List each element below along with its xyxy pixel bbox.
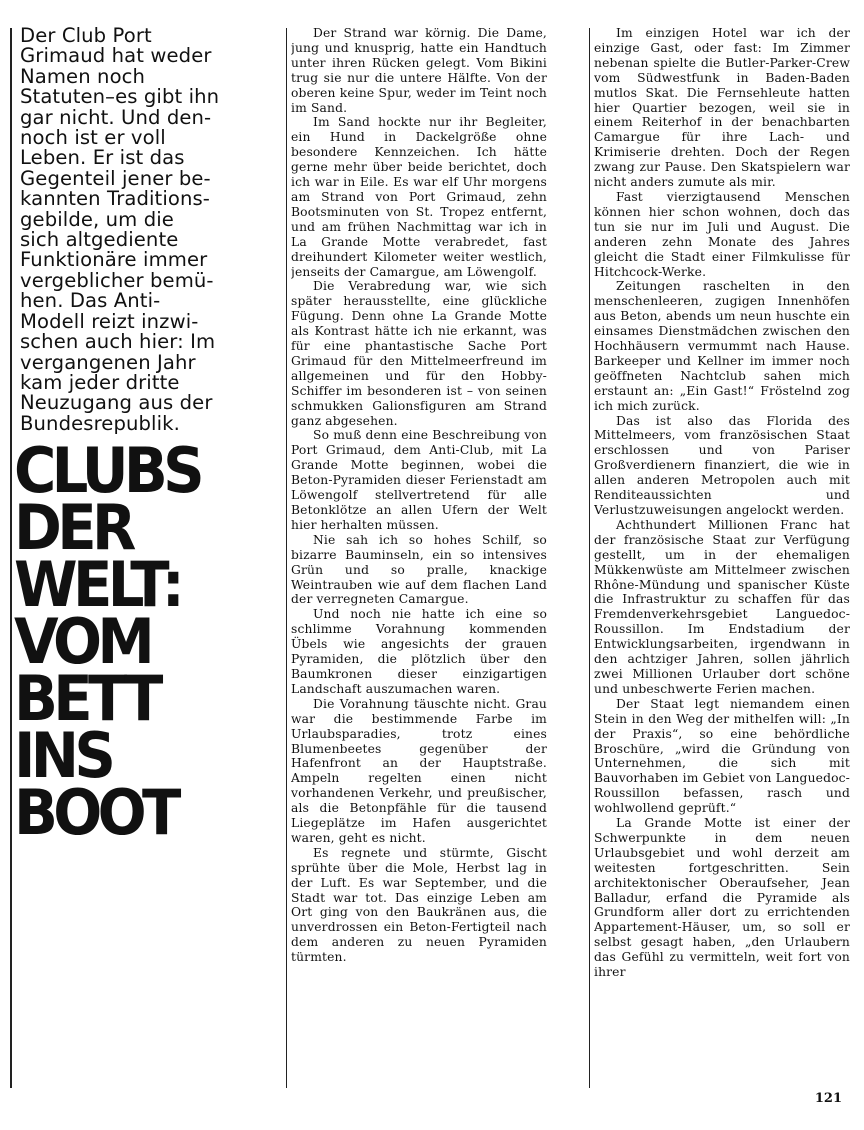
paragraph: La Grande Motte ist einer der Schwerpunkte in dem neuen Urlaubsgebiet und wohl derzeit am weitesten fortgeschritten. Sein architektonischer Oberaufseher, Jean Balladur, erfand die Pyramide als Grundform aller dort zu errichtenden Appartement-Häuser, um, so soll er selbst gesagt haben, „den Urlaubern das Gefühl zu vermitteln, weit fort von ihrer	[594, 816, 850, 980]
paragraph: Nie sah ich so hohes Schilf, so bizarre Bauminseln, ein so intensives Grün und so pralle, knackige Weintrauben wie auf dem flachen Land der verregneten Camargue.	[291, 532, 547, 607]
paragraph: Der Strand war körnig. Die Dame, jung und knusprig, hatte ein Handtuch unter ihren Rücken gelegt. Vom Bikini trug sie nur die untere Hälfte. Von der oberen keine Spur, weder im Teint noch im Sand.	[291, 26, 547, 115]
article-column-right	[594, 26, 850, 1106]
paragraph: Fast vierzigtausend Menschen können hier schon wohnen, doch das tun sie nur im Juli und August. Die anderen zehn Monate des Jahres gleicht die Stadt einer Filmkulisse für Hitchcock-Werke.	[594, 189, 850, 279]
paragraph: Das ist also das Florida des Mittelmeers, vom französischen Staat erschlossen und von Pariser Großverdienern finanziert, die wie in allen anderen Metropolen auch mit Renditeaussichten und Verlustzuweisungen angelockt werden.	[594, 413, 850, 517]
intro-text: Der Club Port Grimaud hat weder Namen noch Statuten–es gibt ihn gar nicht. Und den- noch ist er voll Leben. Er ist das Gegenteil jener be- kannten Traditions- gebilde, um die sich altgediente Funktionäre immer vergeblicher bemü- hen. Das Anti- Modell reizt inzwi- schen auch hier: Im vergangenen Jahr kam jeder dritte Neuzugang aus der Bundesrepublik.	[20, 24, 220, 435]
paragraph: Der Staat legt niemandem einen Stein in den Weg der mithelfen will: „In der Praxis“, so eine behördliche Broschüre, „wird die Gründung von Unternehmen, die sich mit Bauvorhaben im Gebiet von Languedoc-Roussillon befassen, rasch und wohlwollend geprüft.“	[594, 696, 850, 816]
page-number: 121	[814, 1091, 842, 1106]
paragraph: Zeitungen raschelten in den menschenleeren, zugigen Innenhöfen aus Beton, abends um neun huschte ein einsames Dienstmädchen zwischen den Hochhäusern vermummt nach Hause. Barkeeper und Kellner im immer noch geöffneten Nachtclub sahen mich erstaunt an: „Ein Gast!“ Fröstelnd zog ich mich zurück.	[594, 279, 850, 413]
left-margin-rule	[10, 28, 12, 1088]
paragraph: Und noch nie hatte ich eine so schlimme Vorahnung kommenden Übels wie angesichts der grauen Pyramiden, die plötzlich über den Baumkronen dieser einzigartigen Landschaft auszumachen waren.	[291, 607, 547, 696]
paragraph: So muß denn eine Beschreibung von Port Grimaud, dem Anti-Club, mit La Grande Motte beginnen, wobei die Beton-Pyramiden dieser Ferienstadt am Löwengolf stellvertretend für alle Betonklötze an allen Ufern der Welt hier herhalten müssen.	[291, 428, 547, 532]
column-divider-right	[589, 28, 590, 1088]
article-column-middle	[291, 26, 547, 1106]
paragraph: Es regnete und stürmte, Gischt sprühte über die Mole, Herbst lag in der Luft. Es war September, und die Stadt war tot. Das einzige Leben am Ort ging von den Baukränen aus, die unverdrossen ein Beton-Fertigteil nach dem anderen zu neuen Pyramiden türmten.	[291, 845, 547, 965]
paragraph: Achthundert Millionen Franc hat der französische Staat zur Verfügung gestellt, um in der ehemaligen Mükkenwüste am Mittelmeer zwischen Rhône-Mündung und spanischer Küste die Infrastruktur zu schaffen für das Fremdenverkehrsgebiet Languedoc-Roussillon. Im Endstadium der Entwicklungsarbeiten, irgendwann in den achtziger Jahren, sollen jährlich zwei Millionen Urlauber dort schöne und unbeschwerte Ferien machen.	[594, 517, 850, 696]
paragraph: Die Verabredung war, wie sich später herausstellte, eine glückliche Fügung. Denn ohne La Grande Motte als Kontrast hätte ich nie erkannt, was für eine phantastische Sache Port Grimaud für den Mittelmeerfreund im allgemeinen und für den Hobby-Schiffer im besonderen ist – von seinen schmukken Galionsfiguren am Strand ganz abgesehen.	[291, 279, 547, 428]
paragraph: Die Vorahnung täuschte nicht. Grau war die bestimmende Farbe im Urlaubsparadies, trotz eines Blumenbeetes gegenüber der Hafenfront an der Hauptstraße. Ampeln regelten einen nicht vorhandenen Verkehr, und preußischer, als die Betonpfähle für die tausend Liegeplätze im Hafen ausgerichtet waren, geht es nicht.	[291, 696, 547, 845]
paragraph: Im Sand hockte nur ihr Begleiter, ein Hund in Dackelgröße ohne besondere Kennzeichen. Ich hätte gerne mehr über beide berichtet, doch ich war in Eile. Es war elf Uhr morgens am Strand von Port Grimaud, zehn Bootsminuten von St. Tropez entfernt, und am frühen Nachmittag war ich in La Grande Motte verabredet, fast dreihundert Kilometer weiter westlich, jenseits der Camargue, am Löwengolf.	[291, 115, 547, 279]
headline: CLUBS DER WELT: VOM BETT INS BOOT	[14, 434, 201, 849]
column-divider-left	[286, 28, 287, 1088]
paragraph: Im einzigen Hotel war ich der einzige Gast, oder fast: Im Zimmer nebenan spielte die Butler-Parker-Crew vom Südwestfunk in Baden-Baden mutlos Skat. Die Fernsehleute hatten hier Quartier bezogen, weil sie in einem Reiterhof in der benachbarten Camargue für ihre Lach- und Krimiserie drehten. Doch der Regen zwang zur Pause. Den Skatspielern war nicht anders zumute als mir.	[594, 26, 850, 190]
